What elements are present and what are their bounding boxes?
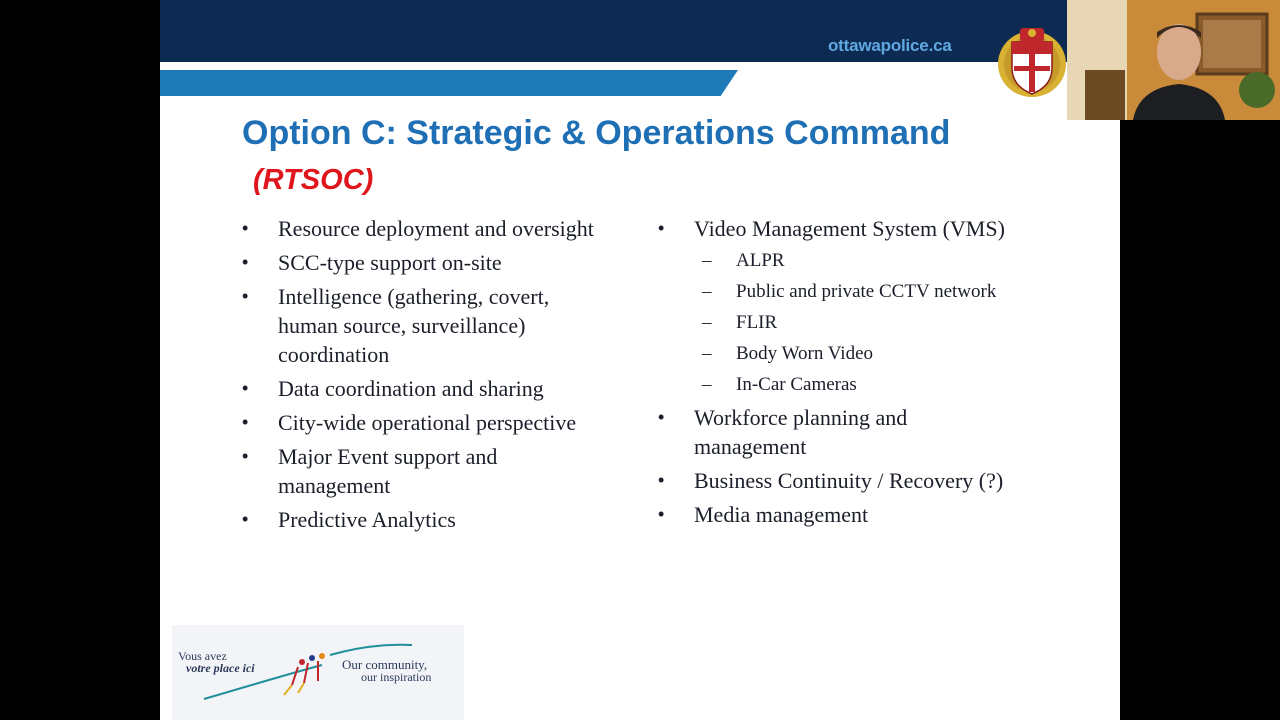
sub-bullet-item: – ALPR <box>658 248 1078 274</box>
slide-subtitle: (RTSOC) <box>253 164 374 196</box>
bullet-item: • Intelligence (gathering, covert, human source, surveillance) coordination <box>242 282 598 369</box>
ottawa-police-crest-icon <box>996 20 1068 100</box>
sub-bullet-item: – Body Worn Video <box>658 341 1078 367</box>
bullet-item: • Workforce planning and management <box>658 403 954 461</box>
bullet-item: • City-wide operational perspective <box>242 408 642 437</box>
footer-english-line2: our inspiration <box>361 670 432 684</box>
bullet-item: • Video Management System (VMS) <box>658 214 1078 243</box>
webcam-participant-icon <box>1067 0 1280 120</box>
footer-french-line1: Vous avez <box>178 649 227 663</box>
sub-bullet-item: – Public and private CCTV network <box>658 279 1078 305</box>
footer-french-line2: votre place ici <box>186 661 255 675</box>
left-bullet-list <box>242 214 642 539</box>
sub-bullet-item: – In-Car Cameras <box>658 372 1078 398</box>
bullet-item: • Major Event support and management <box>242 442 558 500</box>
bullet-item: • Data coordination and sharing <box>242 374 642 403</box>
sub-bullet-item: – FLIR <box>658 310 1078 336</box>
header-accent-stripe <box>160 70 738 96</box>
bullet-item: • Resource deployment and oversight <box>242 214 642 243</box>
slide-title: Option C: Strategic & Operations Command <box>242 114 951 152</box>
bullet-item: • Business Continuity / Recovery (?) <box>658 466 1078 495</box>
right-bullet-list <box>658 214 1078 534</box>
website-url: ottawapolice.ca <box>828 36 952 55</box>
bullet-item: • SCC-type support on-site <box>242 248 642 277</box>
footer-english-line1: Our community, <box>342 657 428 672</box>
bullet-item: • Predictive Analytics <box>242 505 642 534</box>
slide-header-bar <box>160 0 1120 62</box>
bullet-item: • Media management <box>658 500 1078 529</box>
presentation-slide <box>160 0 1120 720</box>
